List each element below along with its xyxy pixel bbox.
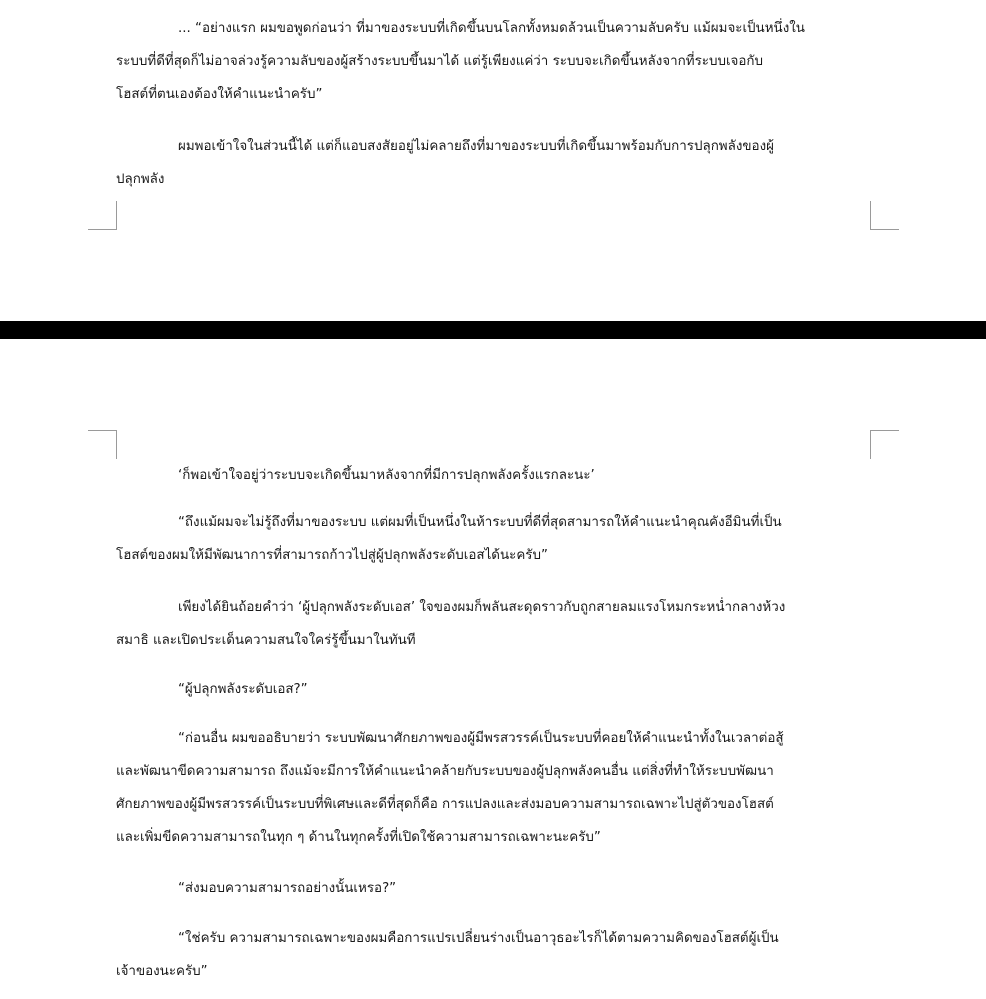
text-line: ปลุกพลัง [116, 172, 165, 187]
text-line: ‘ก็พอเข้าใจอยู่ว่าระบบจะเกิดขึ้นมาหลังจากที่มีการปลุกพลังครั้งแรกละนะ’ [178, 468, 595, 483]
text-line: “ใช่ครับ ความสามารถเฉพาะของผมคือการแปรเปลี่ยนร่างเป็นอาวุธอะไรก็ได้ตามความคิดของโฮสต์ผู้เป็น [178, 931, 779, 946]
paragraph [116, 722, 872, 854]
text-line: “ผู้ปลุกพลังระดับเอส?” [178, 682, 308, 697]
margin-corner-mark [88, 430, 117, 459]
document-page-top [0, 0, 986, 321]
text-line: และเพิ่มขีดความสามารถในทุก ๆ ด้านในทุกครั้งที่เปิดใช้ความสามารถเฉพาะนะครับ” [116, 830, 601, 845]
text-line: สมาธิ และเปิดประเด็นความสนใจใคร่รู้ขึ้นมาในทันที [116, 633, 416, 648]
text-line: ผมพอเข้าใจในส่วนนี้ได้ แต่ก็แอบสงสัยอยู่ไม่คลายถึงที่มาของระบบที่เกิดขึ้นมาพร้อมกับการปลุกพลังของผู้ [178, 139, 774, 154]
text-line: ศักยภาพของผู้มีพรสวรรค์เป็นระบบที่พิเศษและดีที่สุดก็คือ การแปลงและส่งมอบความสามารถเฉพาะไปสู่ตัวของโฮสต์ [116, 797, 774, 812]
text-line: เจ้าของนะครับ” [116, 964, 208, 979]
margin-corner-mark [88, 201, 117, 230]
text-line: “ส่งมอบความสามารถอย่างนั้นเหรอ?” [178, 881, 397, 896]
text-line: เพียงได้ยินถ้อยคำว่า ‘ผู้ปลุกพลังระดับเอส’ ใจของผมก็พลันสะดุดราวกับถูกสายลมแรงโหมกระหน่ำกลางห้วง [178, 600, 786, 615]
paragraph [116, 12, 872, 111]
paragraph [116, 506, 872, 572]
text-line: และพัฒนาขีดความสามารถ ถึงแม้จะมีการให้คำแนะนำคล้ายกับระบบของผู้ปลุกพลังคนอื่น แต่สิ่งที่ทำให้ระบบพัฒนา [116, 764, 774, 779]
text-line: “ถึงแม้ผมจะไม่รู้ถึงที่มาของระบบ แต่ผมที่เป็นหนึ่งในห้าระบบที่ดีที่สุดสามารถให้คำแนะนำคุณคังอีมินที่เป็น [178, 515, 782, 530]
paragraph [116, 591, 872, 657]
margin-corner-mark [870, 430, 899, 459]
text-line: ระบบที่ดีที่สุดก็ไม่อาจล่วงรู้ความลับของผู้สร้างระบบขึ้นมาได้ แต่รู้เพียงแค่ว่า ระบบจะเกิดขึ้นหลังจากที่ระบบเจอกับ [116, 54, 764, 69]
page-break-separator [0, 321, 986, 339]
paragraph [116, 130, 872, 196]
document-page-bottom [0, 339, 986, 999]
margin-corner-mark [870, 201, 899, 230]
paragraph [116, 922, 872, 988]
paragraph [116, 872, 872, 905]
paragraph [116, 673, 872, 706]
paragraph [116, 459, 872, 492]
text-line: โฮสต์ที่ตนเองต้องให้คำแนะนำครับ” [116, 87, 323, 102]
text-line: โฮสต์ของผมให้มีพัฒนาการที่สามารถก้าวไปสู่ผู้ปลุกพลังระดับเอสได้นะครับ” [116, 548, 548, 563]
text-line: ... “อย่างแรก ผมขอพูดก่อนว่า ที่มาของระบบที่เกิดขึ้นบนโลกทั้งหมดล้วนเป็นความลับครับ แม้ผมจะเป็นหนึ่งใน [178, 21, 805, 36]
text-line: “ก่อนอื่น ผมขออธิบายว่า ระบบพัฒนาศักยภาพของผู้มีพรสวรรค์เป็นระบบที่คอยให้คำแนะนำทั้งในเวลาต่อสู้ [178, 731, 784, 746]
